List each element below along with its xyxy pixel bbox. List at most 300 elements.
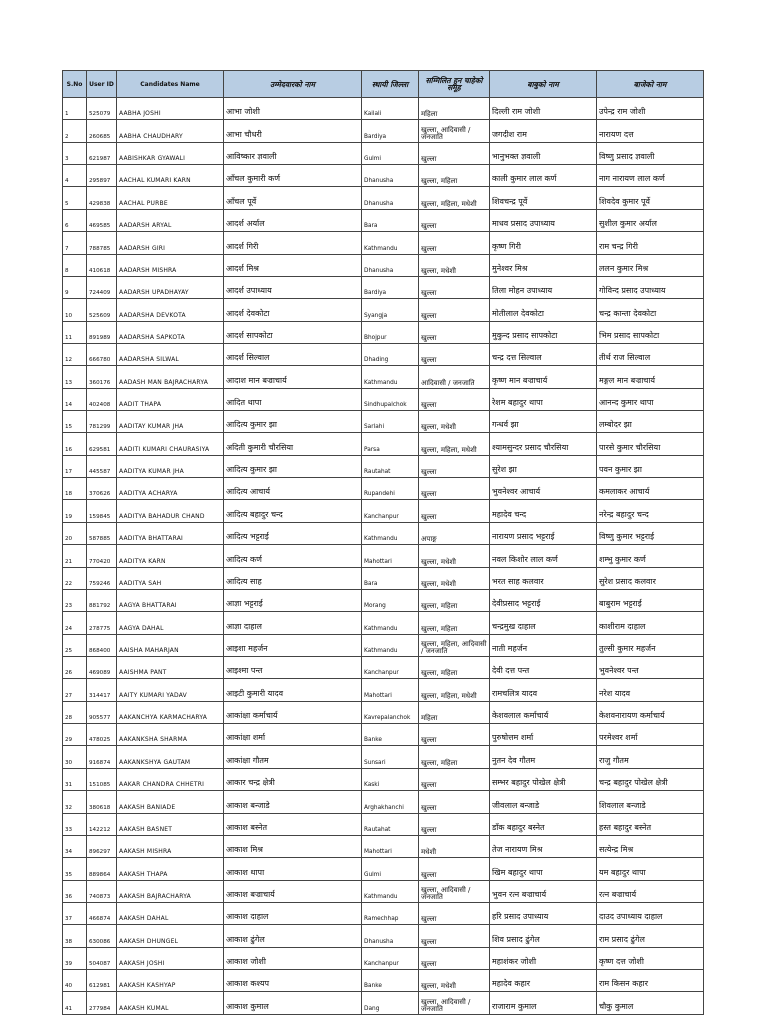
sno-cell: 11: [63, 321, 87, 343]
sno-cell: 21: [63, 545, 87, 567]
name-cell: AAISHMA PANT: [117, 656, 224, 678]
name-cell: AABISHKAR GYAWALI: [117, 142, 224, 164]
grandfather-name-cell: नारायण दत्त: [597, 120, 704, 142]
grandfather-name-cell: गोविन्द प्रसाद उपाध्याय: [597, 276, 704, 298]
name-nepali-cell: आँचल पूर्वे: [224, 187, 362, 209]
grandfather-name-cell: काशीराम दाहाल: [597, 612, 704, 634]
group-cell: खुल्ला: [419, 791, 490, 813]
father-name-cell: डाँक बहादुर बस्नेत: [490, 813, 597, 835]
father-name-cell: जीवलाल बन्जाडे: [490, 791, 597, 813]
district-cell: Dhanusha: [362, 925, 419, 947]
name-nepali-cell: आविष्कार ज्ञवाली: [224, 142, 362, 164]
name-cell: AAKASH BANIADE: [117, 791, 224, 813]
user-id-cell: 889864: [87, 858, 117, 880]
name-cell: AAKASH DAHAL: [117, 902, 224, 924]
user-id-cell: 410618: [87, 254, 117, 276]
group-cell: अपाङ्ग: [419, 522, 490, 544]
group-cell: खुल्ला, महिला: [419, 612, 490, 634]
grandfather-name-cell: परमेश्वर शर्मा: [597, 724, 704, 746]
grandfather-name-cell: केशवनारायण कर्माचार्य: [597, 701, 704, 723]
group-cell: खुल्ला: [419, 343, 490, 365]
father-name-cell: नाती महर्जन: [490, 634, 597, 656]
district-cell: Bardiya: [362, 276, 419, 298]
district-cell: Mahottari: [362, 545, 419, 567]
name-nepali-cell: आदर्श अर्याल: [224, 209, 362, 231]
name-nepali-cell: आदित्य साह: [224, 567, 362, 589]
grandfather-name-cell: चन्द्र कान्ता देवकोटा: [597, 299, 704, 321]
group-cell: महिला: [419, 98, 490, 120]
group-cell: खुल्ला, मधेशी: [419, 970, 490, 992]
name-nepali-cell: आदर्श सिल्वाल: [224, 343, 362, 365]
table-row: [63, 276, 704, 298]
table-body: [63, 98, 704, 1015]
name-nepali-cell: आकांक्षा गौतम: [224, 746, 362, 768]
district-cell: Kailali: [362, 98, 419, 120]
table-row: [63, 142, 704, 164]
grandfather-name-cell: मङ्गल मान बज्राचार्य: [597, 366, 704, 388]
table-row: [63, 746, 704, 768]
district-cell: Kathmandu: [362, 612, 419, 634]
table-row: [63, 232, 704, 254]
district-cell: Kathmandu: [362, 366, 419, 388]
name-cell: AAKANKSHYA GAUTAM: [117, 746, 224, 768]
father-name-cell: शिव प्रसाद ढुंगेल: [490, 925, 597, 947]
group-cell: खुल्ला: [419, 724, 490, 746]
sno-cell: 1: [63, 98, 87, 120]
table-row: [63, 679, 704, 701]
district-cell: Kanchanpur: [362, 500, 419, 522]
group-cell: मधेशी: [419, 835, 490, 857]
group-cell: खुल्ला, महिला: [419, 656, 490, 678]
name-cell: AAKASH KUMAL: [117, 992, 224, 1014]
grandfather-name-cell: चौकु कुमाल: [597, 992, 704, 1014]
father-name-cell: देवी दत्त पन्त: [490, 656, 597, 678]
grandfather-name-cell: विष्णु प्रसाद ज्ञवाली: [597, 142, 704, 164]
table-row: [63, 589, 704, 611]
district-cell: Kavrepalanchok: [362, 701, 419, 723]
district-cell: Dhanusha: [362, 187, 419, 209]
name-nepali-cell: आकाश मिश्र: [224, 835, 362, 857]
table-row: [63, 835, 704, 857]
name-cell: AADARSH MISHRA: [117, 254, 224, 276]
father-name-cell: मुनेश्वर मिश्र: [490, 254, 597, 276]
grandfather-name-cell: पारसे कुमार चौरसिया: [597, 433, 704, 455]
table-row: [63, 209, 704, 231]
table-row: [63, 567, 704, 589]
district-cell: Bara: [362, 567, 419, 589]
district-cell: Gulmi: [362, 142, 419, 164]
sno-cell: 26: [63, 656, 87, 678]
sno-cell: 15: [63, 411, 87, 433]
name-nepali-cell: आज्ञा भट्टराई: [224, 589, 362, 611]
district-cell: Bara: [362, 209, 419, 231]
user-id-cell: 504087: [87, 947, 117, 969]
district-cell: Mahottari: [362, 835, 419, 857]
district-cell: Rupandehi: [362, 478, 419, 500]
sno-cell: 31: [63, 768, 87, 790]
district-cell: Kathmandu: [362, 522, 419, 544]
grandfather-name-cell: आनन्द कुमार थापा: [597, 388, 704, 410]
name-cell: AADARSH GIRI: [117, 232, 224, 254]
grandfather-name-cell: सुरेश प्रसाद कलवार: [597, 567, 704, 589]
table-row: [63, 880, 704, 902]
name-cell: AABHA CHAUDHARY: [117, 120, 224, 142]
district-cell: Mahottari: [362, 679, 419, 701]
name-cell: AAISHA MAHARJAN: [117, 634, 224, 656]
user-id-cell: 159845: [87, 500, 117, 522]
group-cell: खुल्ला, मधेशी: [419, 254, 490, 276]
table-row: [63, 254, 704, 276]
grandfather-name-cell: राम किसन कहार: [597, 970, 704, 992]
user-id-cell: 525609: [87, 299, 117, 321]
header-candidate-name-nepali: उम्मेदवारको नाम: [224, 71, 362, 98]
name-cell: AABHA JOSHI: [117, 98, 224, 120]
sno-cell: 36: [63, 880, 87, 902]
table-row: [63, 120, 704, 142]
grandfather-name-cell: चन्द्र बहादुर पोखेल क्षेत्री: [597, 768, 704, 790]
father-name-cell: शिवचन्द्र पूर्वे: [490, 187, 597, 209]
father-name-cell: भरत साह कलवार: [490, 567, 597, 589]
grandfather-name-cell: राम चन्द्र गिरी: [597, 232, 704, 254]
district-cell: Kaski: [362, 768, 419, 790]
father-name-cell: जगदीश राम: [490, 120, 597, 142]
user-id-cell: 759246: [87, 567, 117, 589]
table-row: [63, 187, 704, 209]
table-row: [63, 433, 704, 455]
father-name-cell: महादेव कहार: [490, 970, 597, 992]
candidate-table: [62, 70, 704, 1015]
grandfather-name-cell: शम्भु कुमार कर्ण: [597, 545, 704, 567]
grandfather-name-cell: रत्न बज्राचार्य: [597, 880, 704, 902]
table-row: [63, 455, 704, 477]
name-cell: AAKASH MISHRA: [117, 835, 224, 857]
name-cell: AADARSHA SILWAL: [117, 343, 224, 365]
name-nepali-cell: आदित्य भट्टराई: [224, 522, 362, 544]
grandfather-name-cell: राजु गौतम: [597, 746, 704, 768]
father-name-cell: केशवलाल कर्माचार्य: [490, 701, 597, 723]
user-id-cell: 788785: [87, 232, 117, 254]
table-row: [63, 165, 704, 187]
name-nepali-cell: आँचल कुमारी कर्ण: [224, 165, 362, 187]
name-cell: AAKASH DHUNGEL: [117, 925, 224, 947]
user-id-cell: 905577: [87, 701, 117, 723]
group-cell: खुल्ला, आदिवासी / जनजाति: [419, 880, 490, 902]
name-nepali-cell: आदित्य कर्ण: [224, 545, 362, 567]
user-id-cell: 469089: [87, 656, 117, 678]
father-name-cell: रेशम बहादुर थापा: [490, 388, 597, 410]
name-nepali-cell: आकांक्षा शर्मा: [224, 724, 362, 746]
father-name-cell: महाशंकर जोशी: [490, 947, 597, 969]
sno-cell: 18: [63, 478, 87, 500]
table-row: [63, 791, 704, 813]
group-cell: खुल्ला, महिला, मधेशी: [419, 433, 490, 455]
table-row: [63, 701, 704, 723]
district-cell: Syangja: [362, 299, 419, 321]
sno-cell: 3: [63, 142, 87, 164]
sno-cell: 6: [63, 209, 87, 231]
father-name-cell: श्यामसुन्दर प्रसाद चौरसिया: [490, 433, 597, 455]
group-cell: खुल्ला, मधेशी: [419, 545, 490, 567]
user-id-cell: 891989: [87, 321, 117, 343]
district-cell: Rautahat: [362, 813, 419, 835]
group-cell: खुल्ला, मधेशी: [419, 567, 490, 589]
sno-cell: 19: [63, 500, 87, 522]
user-id-cell: 314417: [87, 679, 117, 701]
grandfather-name-cell: राम प्रसाद ढुंगेल: [597, 925, 704, 947]
group-cell: खुल्ला: [419, 947, 490, 969]
sno-cell: 30: [63, 746, 87, 768]
user-id-cell: 525079: [87, 98, 117, 120]
table-row: [63, 634, 704, 656]
table-row: [63, 522, 704, 544]
name-nepali-cell: आकार चन्द्र क्षेत्री: [224, 768, 362, 790]
user-id-cell: 277984: [87, 992, 117, 1014]
district-cell: Rautahat: [362, 455, 419, 477]
name-nepali-cell: आज्ञा दाहाल: [224, 612, 362, 634]
user-id-cell: 666780: [87, 343, 117, 365]
table-row: [63, 388, 704, 410]
group-cell: खुल्ला: [419, 276, 490, 298]
sno-cell: 4: [63, 165, 87, 187]
name-cell: AADITI KUMARI CHAURASIYA: [117, 433, 224, 455]
table-row: [63, 858, 704, 880]
table-row: [63, 500, 704, 522]
sno-cell: 14: [63, 388, 87, 410]
group-cell: खुल्ला, महिला, मधेशी: [419, 679, 490, 701]
table-row: [63, 299, 704, 321]
name-nepali-cell: अदिती कुमारी चौरसिया: [224, 433, 362, 455]
sno-cell: 38: [63, 925, 87, 947]
user-id-cell: 612981: [87, 970, 117, 992]
district-cell: Bhojpur: [362, 321, 419, 343]
name-nepali-cell: आदित्य बहादुर चन्द: [224, 500, 362, 522]
name-cell: AAKANKSHA SHARMA: [117, 724, 224, 746]
name-cell: AADITYA SAH: [117, 567, 224, 589]
sno-cell: 34: [63, 835, 87, 857]
district-cell: Ramechhap: [362, 902, 419, 924]
header-father-name: बाबुको नाम: [490, 71, 597, 98]
district-cell: Kathmandu: [362, 880, 419, 902]
table-row: [63, 724, 704, 746]
table-row: [63, 925, 704, 947]
candidate-sheet: [62, 70, 703, 1015]
father-name-cell: चन्द्रमुख दाहाल: [490, 612, 597, 634]
sno-cell: 22: [63, 567, 87, 589]
district-cell: Kathmandu: [362, 634, 419, 656]
grandfather-name-cell: पवन कुमार झा: [597, 455, 704, 477]
grandfather-name-cell: तीर्थ राज सिल्वाल: [597, 343, 704, 365]
group-cell: खुल्ला: [419, 902, 490, 924]
father-name-cell: चन्द्र दत्त सिल्वाल: [490, 343, 597, 365]
grandfather-name-cell: भिम प्रसाद सापकोटा: [597, 321, 704, 343]
table-row: [63, 992, 704, 1014]
grandfather-name-cell: ललन कुमार मिश्र: [597, 254, 704, 276]
user-id-cell: 370626: [87, 478, 117, 500]
name-cell: AADITYA BHATTARAI: [117, 522, 224, 544]
name-cell: AADITAY KUMAR JHA: [117, 411, 224, 433]
group-cell: महिला: [419, 701, 490, 723]
user-id-cell: 587885: [87, 522, 117, 544]
table-row: [63, 411, 704, 433]
name-cell: AADIT THAPA: [117, 388, 224, 410]
group-cell: खुल्ला: [419, 232, 490, 254]
table-row: [63, 768, 704, 790]
group-cell: खुल्ला: [419, 925, 490, 947]
user-id-cell: 469585: [87, 209, 117, 231]
sno-cell: 5: [63, 187, 87, 209]
name-cell: AADARSHA DEVKOTA: [117, 299, 224, 321]
header-sno: S.No: [63, 71, 87, 98]
table-row: [63, 656, 704, 678]
grandfather-name-cell: बाबुराम भट्टराई: [597, 589, 704, 611]
name-nepali-cell: आइशा महर्जन: [224, 634, 362, 656]
district-cell: Sunsari: [362, 746, 419, 768]
table-row: [63, 947, 704, 969]
user-id-cell: 630086: [87, 925, 117, 947]
sno-cell: 35: [63, 858, 87, 880]
sno-cell: 17: [63, 455, 87, 477]
district-cell: Dang: [362, 992, 419, 1014]
father-name-cell: नारायण प्रसाद भट्टराई: [490, 522, 597, 544]
district-cell: Dhading: [362, 343, 419, 365]
name-cell: AACHAL PURBE: [117, 187, 224, 209]
district-cell: Banke: [362, 724, 419, 746]
district-cell: Sarlahi: [362, 411, 419, 433]
table-row: [63, 612, 704, 634]
name-cell: AAGYA BHATTARAI: [117, 589, 224, 611]
header-group: सम्मिलित हुन चाहेको समूह: [419, 71, 490, 98]
user-id-cell: 380618: [87, 791, 117, 813]
sno-cell: 10: [63, 299, 87, 321]
father-name-cell: मोतीलाल देवकोटा: [490, 299, 597, 321]
district-cell: Parsa: [362, 433, 419, 455]
father-name-cell: तेज नारायण मिश्र: [490, 835, 597, 857]
group-cell: खुल्ला, महिला: [419, 589, 490, 611]
user-id-cell: 260685: [87, 120, 117, 142]
grandfather-name-cell: सत्येन्द्र मिश्र: [597, 835, 704, 857]
sno-cell: 16: [63, 433, 87, 455]
grandfather-name-cell: सुशील कुमार अर्याल: [597, 209, 704, 231]
father-name-cell: गन्धर्व झा: [490, 411, 597, 433]
name-nepali-cell: आदर्श सापकोटा: [224, 321, 362, 343]
sno-cell: 39: [63, 947, 87, 969]
name-nepali-cell: आदर्श उपाध्याय: [224, 276, 362, 298]
sno-cell: 9: [63, 276, 87, 298]
name-cell: AAITY KUMARI YADAV: [117, 679, 224, 701]
table-row: [63, 478, 704, 500]
header-user-id: User ID: [87, 71, 117, 98]
name-cell: AADITYA KUMAR JHA: [117, 455, 224, 477]
table-row: [63, 98, 704, 120]
father-name-cell: नुतन देव गौतम: [490, 746, 597, 768]
name-nepali-cell: आभा चौधरी: [224, 120, 362, 142]
group-cell: खुल्ला: [419, 209, 490, 231]
name-nepali-cell: आदित्य आचार्य: [224, 478, 362, 500]
sno-cell: 23: [63, 589, 87, 611]
sno-cell: 24: [63, 612, 87, 634]
name-nepali-cell: आकाश कश्यप: [224, 970, 362, 992]
sno-cell: 12: [63, 343, 87, 365]
father-name-cell: देवीप्रसाद भट्टराई: [490, 589, 597, 611]
user-id-cell: 781299: [87, 411, 117, 433]
user-id-cell: 295897: [87, 165, 117, 187]
father-name-cell: मुकुन्द प्रसाद सापकोटा: [490, 321, 597, 343]
user-id-cell: 724409: [87, 276, 117, 298]
name-nepali-cell: आकाश दाहाल: [224, 902, 362, 924]
district-cell: Banke: [362, 970, 419, 992]
name-cell: AAKANCHYA KARMACHARYA: [117, 701, 224, 723]
name-nepali-cell: आइश्मा पन्त: [224, 656, 362, 678]
name-nepali-cell: आकाश कुमाल: [224, 992, 362, 1014]
district-cell: Arghakhanchi: [362, 791, 419, 813]
name-cell: AAKASH BAJRACHARYA: [117, 880, 224, 902]
user-id-cell: 402408: [87, 388, 117, 410]
grandfather-name-cell: नरेश यादव: [597, 679, 704, 701]
table-row: [63, 321, 704, 343]
table-row: [63, 970, 704, 992]
father-name-cell: भानुभक्त ज्ञवाली: [490, 142, 597, 164]
name-nepali-cell: आदर्श मिश्र: [224, 254, 362, 276]
sno-cell: 8: [63, 254, 87, 276]
group-cell: खुल्ला, महिला, आदिवासी / जनजाति: [419, 634, 490, 656]
table-row: [63, 902, 704, 924]
name-nepali-cell: आइटी कुमारी यादव: [224, 679, 362, 701]
header-district: स्थायी जिल्ला: [362, 71, 419, 98]
user-id-cell: 770420: [87, 545, 117, 567]
table-row: [63, 545, 704, 567]
group-cell: खुल्ला: [419, 768, 490, 790]
name-cell: AADITYA BAHADUR CHAND: [117, 500, 224, 522]
sno-cell: 28: [63, 701, 87, 723]
name-nepali-cell: आकाश बज्राचार्य: [224, 880, 362, 902]
name-cell: AADITYA KARN: [117, 545, 224, 567]
district-cell: Bardiya: [362, 120, 419, 142]
district-cell: Morang: [362, 589, 419, 611]
table-row: [63, 813, 704, 835]
district-cell: Dhanusha: [362, 254, 419, 276]
name-nepali-cell: आदाश मान बज्राचार्य: [224, 366, 362, 388]
name-cell: AAKASH THAPA: [117, 858, 224, 880]
name-cell: AACHAL KUMARI KARN: [117, 165, 224, 187]
user-id-cell: 142212: [87, 813, 117, 835]
name-cell: AADITYA ACHARYA: [117, 478, 224, 500]
name-nepali-cell: आदर्श देवकोटा: [224, 299, 362, 321]
grandfather-name-cell: कमलाकर आचार्य: [597, 478, 704, 500]
header-row: [63, 71, 704, 98]
name-cell: AAKASH JOSHI: [117, 947, 224, 969]
user-id-cell: 868400: [87, 634, 117, 656]
name-nepali-cell: आदर्श गिरी: [224, 232, 362, 254]
group-cell: खुल्ला: [419, 500, 490, 522]
father-name-cell: तिला मोहन उपाध्याय: [490, 276, 597, 298]
name-nepali-cell: आकांक्षा कर्माचार्य: [224, 701, 362, 723]
grandfather-name-cell: उपेन्द्र राम जोशी: [597, 98, 704, 120]
group-cell: आदिवासी / जनजाति: [419, 366, 490, 388]
district-cell: Dhanusha: [362, 165, 419, 187]
sno-cell: 25: [63, 634, 87, 656]
header-candidate-name: Candidates Name: [117, 71, 224, 98]
father-name-cell: कृष्ण गिरी: [490, 232, 597, 254]
sno-cell: 37: [63, 902, 87, 924]
group-cell: खुल्ला, आदिवासी / जनजाति: [419, 992, 490, 1014]
district-cell: Kanchanpur: [362, 656, 419, 678]
group-cell: खुल्ला: [419, 858, 490, 880]
name-cell: AADARSH UPADHAYAY: [117, 276, 224, 298]
sno-cell: 41: [63, 992, 87, 1014]
sno-cell: 33: [63, 813, 87, 835]
user-id-cell: 896297: [87, 835, 117, 857]
user-id-cell: 621987: [87, 142, 117, 164]
